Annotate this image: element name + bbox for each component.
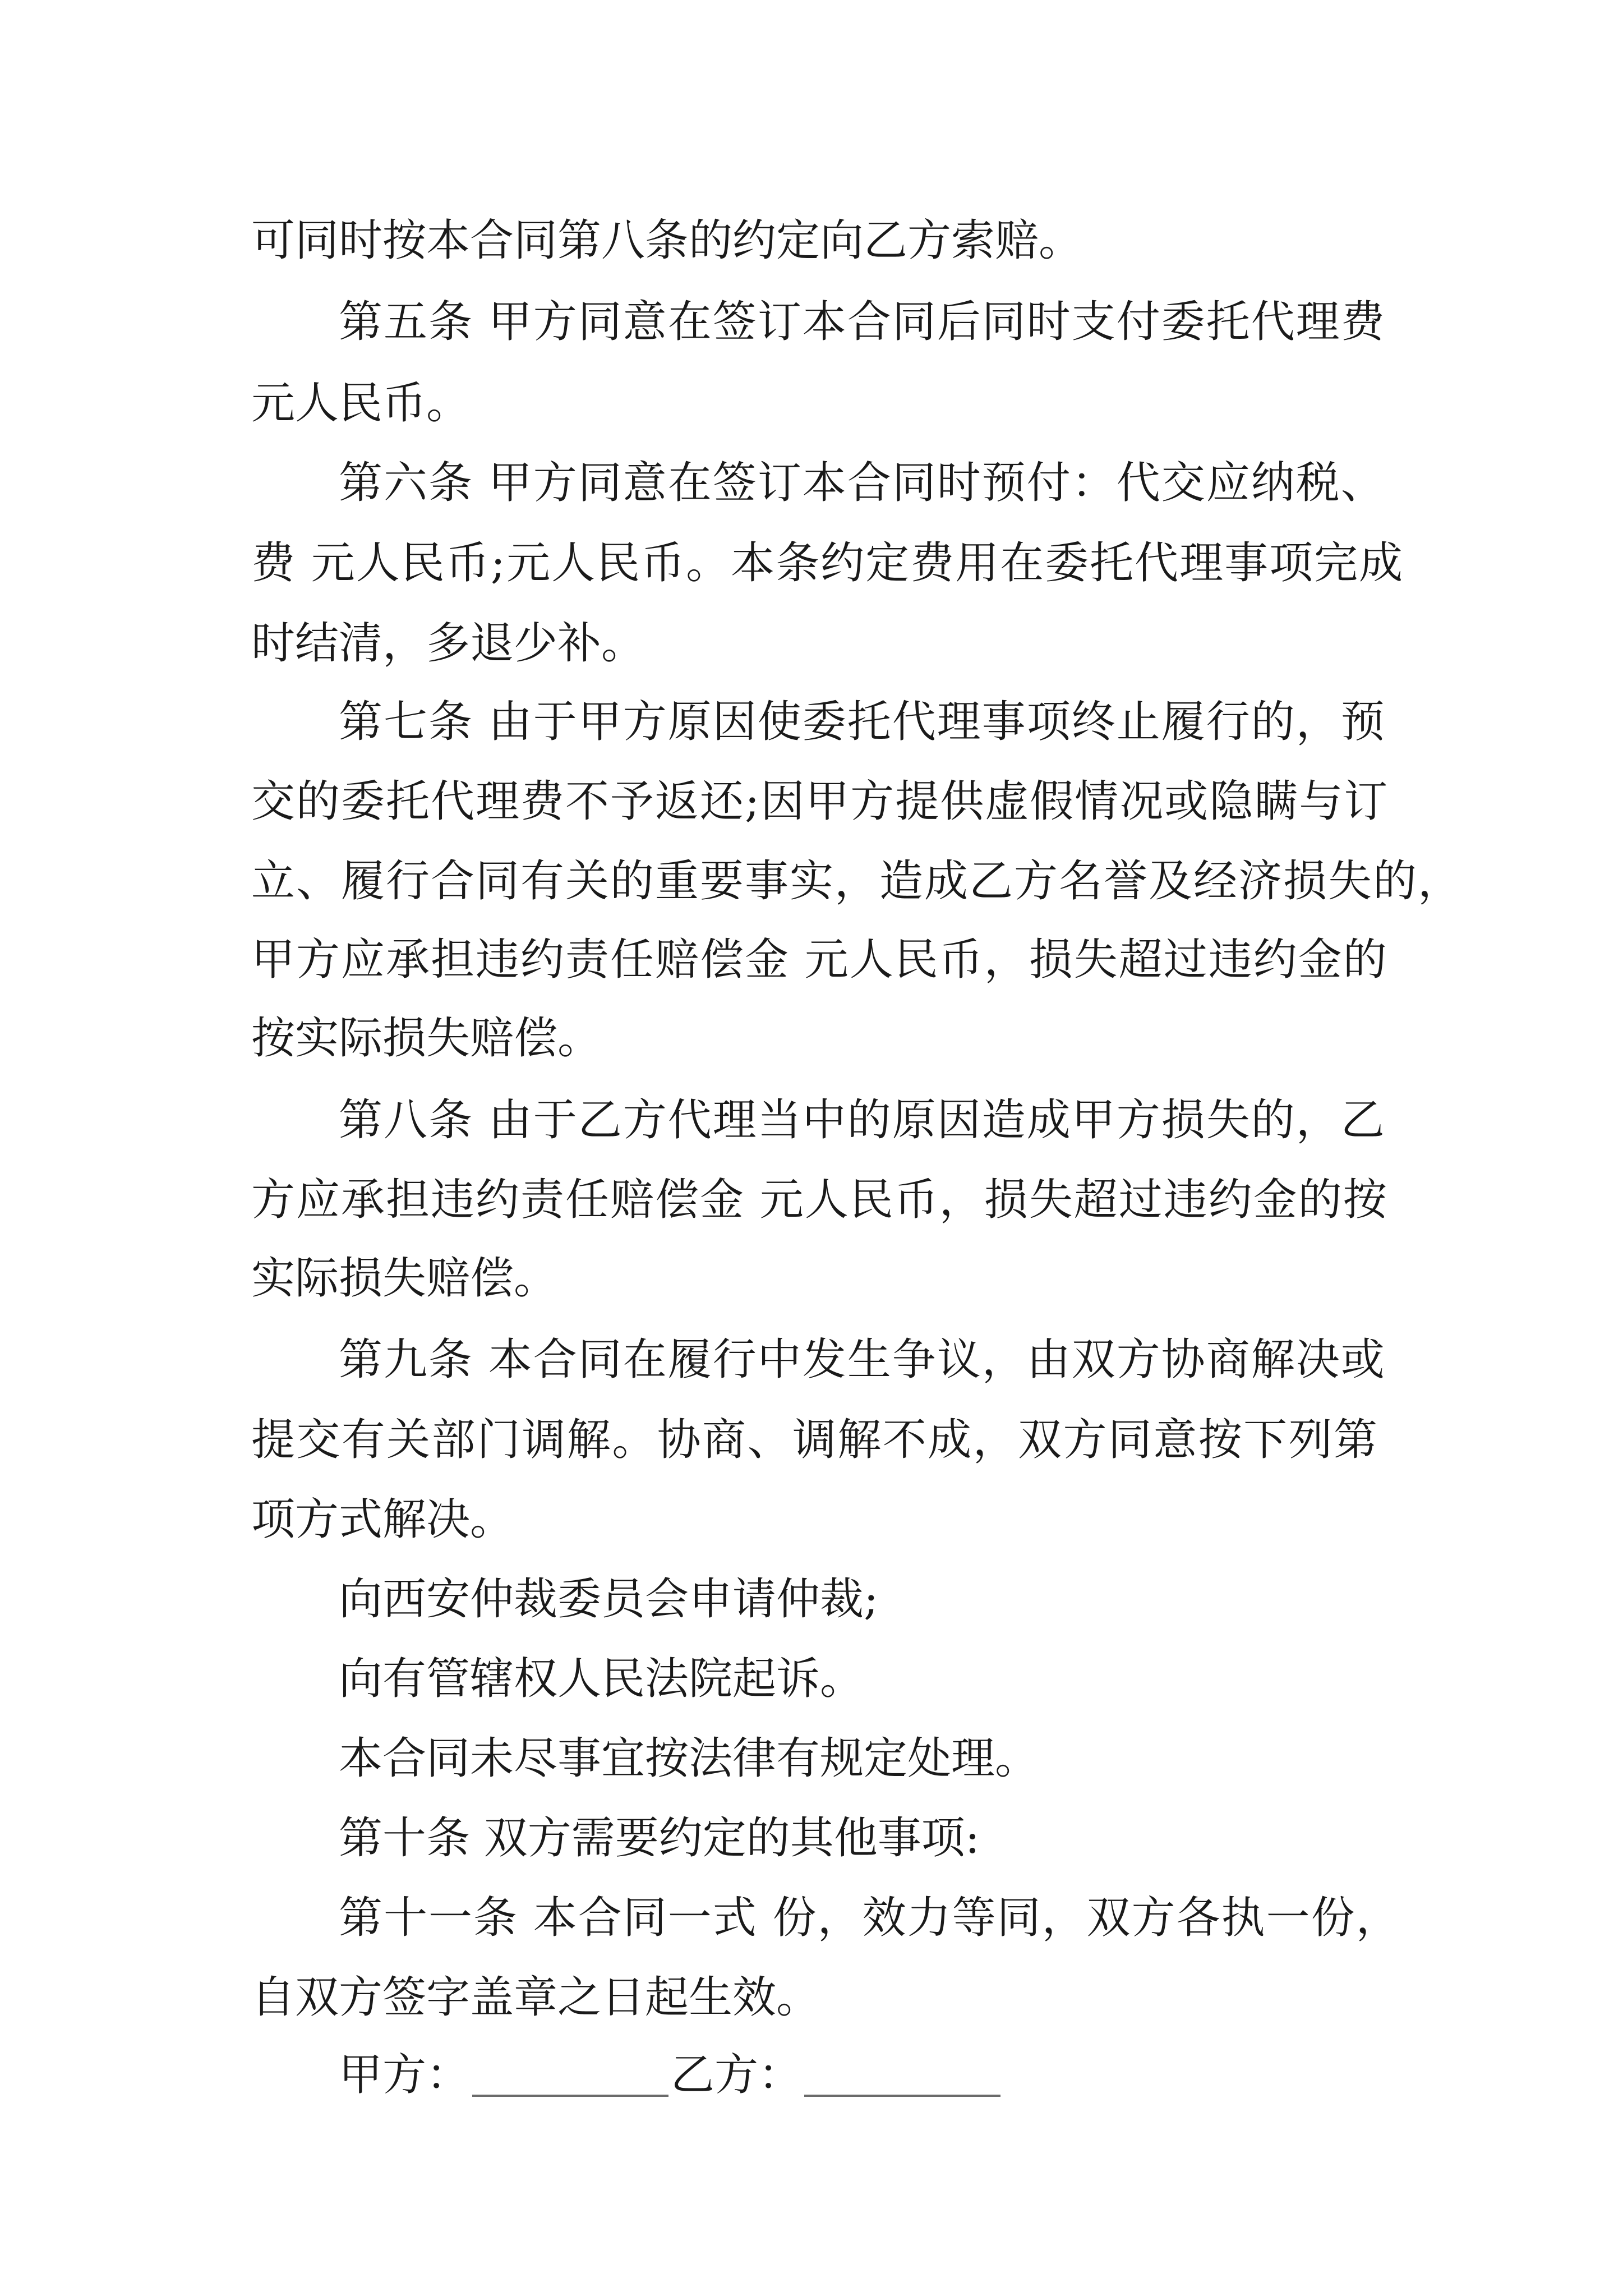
text-line: 提交有关部门调解。协商、调解不成，双方同意按下列第	[251, 1415, 1378, 1465]
text-line: 向有管辖权人民法院起诉。	[339, 1654, 864, 1704]
text-line: 交的委托代理费不予返还;因甲方提供虚假情况或隐瞒与订	[251, 776, 1389, 827]
party-a-signature-blank	[472, 2055, 668, 2097]
text-line: 第七条 由于甲方原因使委托代理事项终止履行的，预	[339, 697, 1386, 747]
text-line: 第十一条 本合同一式 份，效力等同，双方各执一份，	[339, 1893, 1401, 1943]
text-line: 时结清，多退少补。	[251, 618, 645, 669]
text-line: 费 元人民币;元人民币。本条约定费用在委托代理事项完成	[251, 538, 1404, 588]
signature-line	[339, 2050, 1003, 2100]
text-line: 立、履行合同有关的重要事实，造成乙方名誉及经济损失的，	[251, 856, 1463, 907]
text-line: 第六条 甲方同意在签订本合同时预付：代交应纳税、	[339, 458, 1386, 508]
party-a-label: 甲方：	[339, 2050, 471, 2100]
text-line: 甲方应承担违约责任赔偿金 元人民币，损失超过违约金的	[251, 935, 1388, 985]
party-b-signature-blank	[804, 2055, 1000, 2097]
text-line: 第八条 由于乙方代理当中的原因造成甲方损失的，乙	[339, 1095, 1386, 1145]
text-line: 自双方签字盖章之日起生效。	[251, 1972, 820, 2023]
text-line: 可同时按本合同第八条的约定向乙方索赔。	[251, 215, 1083, 266]
text-line: 按实际损失赔偿。	[251, 1013, 602, 1064]
text-line: 第十条 双方需要约定的其他事项:	[339, 1813, 980, 1864]
text-line: 第五条 甲方同意在签订本合同后同时支付委托代理费	[339, 297, 1386, 347]
text-line: 本合同未尽事宜按法律有规定处理。	[339, 1733, 1039, 1784]
party-b-label: 乙方：	[671, 2050, 803, 2100]
text-line: 向西安仲裁委员会申请仲裁;	[339, 1574, 879, 1625]
text-line: 项方式解决。	[251, 1494, 514, 1545]
text-line: 第九条 本合同在履行中发生争议，由双方协商解决或	[339, 1335, 1386, 1385]
text-line: 方应承担违约责任赔偿金 元人民币，损失超过违约金的按	[251, 1175, 1388, 1225]
text-line: 实际损失赔偿。	[251, 1253, 558, 1304]
text-line: 元人民币。	[251, 378, 471, 429]
